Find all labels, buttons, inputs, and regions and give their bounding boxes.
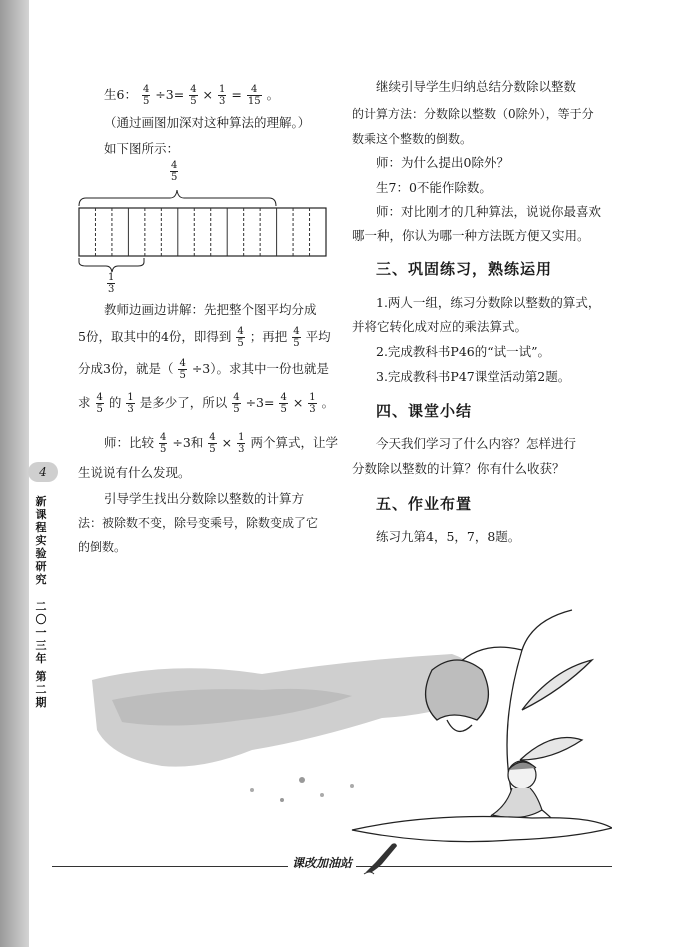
fraction: $\frac{4}{5}$ — [233, 392, 240, 415]
side-journal-name: 新 课 程 实 验 研 究 — [35, 495, 47, 586]
right-para-1-b: 的计算方法：分数除以整数（0除外），等于分 — [352, 107, 594, 121]
left-para-1-d: 求 $\frac{4}{5}$ 的 $\frac{1}{3}$ 是多少了，所以 $\frac{4}{5}$ ÷3= $\frac{4}{5}$ × $\frac{1}{3}$ 。 — [78, 392, 335, 415]
footer-brand: 课改加油站 — [288, 854, 356, 871]
left-para-1-c: 分成3份，就是（ $\frac{4}{5}$ ÷3）。求其中一份也就是 — [78, 358, 329, 381]
fraction-diagram — [78, 160, 328, 300]
fraction: $\frac{1}{3}$ — [238, 432, 245, 455]
left-para-2-b: 生说说有什么发现。 — [78, 465, 191, 480]
ink-wash-shape — [92, 654, 479, 802]
exercise-item-1-b: 并将它转化成对应的乘法算式。 — [352, 319, 528, 334]
homework-line: 练习九第4，5，7，8题。 — [376, 529, 521, 544]
page-number: 4 — [39, 465, 47, 479]
fraction: $\frac{4}{5}$ — [237, 326, 244, 349]
diagram-graphic — [78, 160, 328, 300]
left-line-3: 如下图所示： — [104, 141, 180, 156]
left-para-3-c: 的倒数。 — [78, 540, 127, 554]
leaf-platform — [352, 817, 612, 842]
side-year: 二 〇 一 三 年 — [35, 600, 47, 665]
section-heading-4: 四、课堂小结 — [376, 402, 473, 420]
page-number-tab — [28, 462, 58, 482]
fraction: $\frac{4}{5}$ — [179, 358, 186, 381]
exercise-item-1-a: 1.两人一组，练习分数除以整数的算式， — [376, 295, 601, 310]
fraction: $\frac{1}{3}$ — [127, 392, 134, 415]
illustration — [52, 590, 612, 870]
right-para-1-a: 继续引导学生归纳总结分数除以整数 — [376, 79, 577, 94]
diagram-top-label: $\frac{4}{5}$ — [171, 160, 178, 183]
fraction: $\frac{4}{5}$ — [209, 432, 216, 455]
fraction: $\frac{4}{5}$ — [293, 326, 300, 349]
exercise-item-3: 3.完成教科书P47课堂活动第2题。 — [376, 369, 571, 384]
side-bar — [0, 0, 29, 947]
summary-line-a: 今天我们学习了什么内容？怎样进行 — [376, 436, 577, 451]
diagram-bottom-label: $\frac{1}{3}$ — [108, 272, 115, 295]
left-line-1: 生6： $\frac{4}{5}$ ÷3= $\frac{4}{5}$ × $\frac{1}{3}$ = $\frac{4}{15}$ 。 — [104, 84, 280, 107]
section-heading-3: 三、巩固练习，熟练运用 — [376, 260, 553, 278]
left-line-2: （通过画图加深对这种算法的理解。） — [104, 115, 311, 130]
side-issue: 第 二 期 — [35, 670, 47, 709]
fraction: $\frac{1}{3}$ — [309, 392, 316, 415]
fraction: $\frac{4}{5}$ — [280, 392, 287, 415]
summary-line-b: 分数除以整数的计算？你有什么收获？ — [352, 461, 565, 476]
fraction: $\frac{4}{5}$ — [190, 84, 197, 107]
right-para-2: 师：为什么提出0除外？ — [376, 155, 509, 170]
fraction: $\frac{4}{5}$ — [96, 392, 103, 415]
left-para-3-a: 引导学生找出分数除以整数的计算方 — [104, 491, 305, 506]
right-para-3: 生7：0不能作除数。 — [376, 180, 492, 195]
exercise-item-2: 2.完成教科书P46的“试一试”。 — [376, 344, 551, 359]
right-para-1-c: 数乘这个整数的倒数。 — [352, 132, 473, 146]
pen-icon — [362, 840, 402, 876]
left-para-1-a: 教师边画边讲解：先把整个图平均分成 — [104, 302, 317, 317]
side-bar-graphic — [0, 0, 29, 947]
left-para-3-b: 法：被除数不变，除号变乘号，除数变成了它 — [78, 516, 319, 530]
fraction: $\frac{4}{5}$ — [142, 84, 150, 107]
fraction: $\frac{1}{3}$ — [219, 84, 226, 107]
left-para-2-a: 师：比较 $\frac{4}{5}$ ÷3和 $\frac{4}{5}$ × $\frac{1}{3}$ 两个算式，让学 — [104, 432, 338, 455]
section-heading-5: 五、作业布置 — [376, 495, 473, 513]
left-para-1-b: 5份，取其中的4份，即得到 $\frac{4}{5}$ ；再把 $\frac{4}{5}$ 平均 — [78, 326, 331, 349]
fraction: $\frac{4}{5}$ — [160, 432, 167, 455]
fraction: $\frac{4}{15}$ — [247, 84, 261, 107]
right-para-4-a: 师：对比刚才的几种算法，说说你最喜欢 — [376, 204, 602, 219]
right-para-4-b: 哪一种，你认为哪一种方法既方便又实用。 — [352, 228, 590, 243]
